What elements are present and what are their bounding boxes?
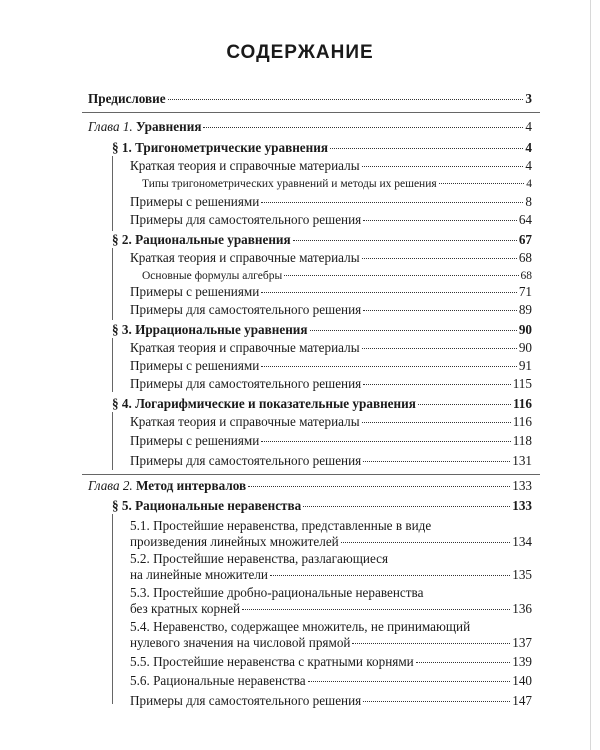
- toc-entry-5-3[interactable]: без кратных корней 136: [130, 601, 532, 616]
- toc-entry-section-4[interactable]: § 4. Логарифмические и показательные уравнения 116: [112, 396, 532, 411]
- toc-entry-5-1-line1[interactable]: 5.1. Простейшие неравенства, представленные в виде: [130, 518, 432, 533]
- toc-entry-s1-examples[interactable]: Примеры с решениями 8: [130, 194, 532, 209]
- toc-entry-preface[interactable]: [88, 91, 532, 107]
- toc-entry-s4-examples[interactable]: Примеры с решениями 118: [130, 433, 532, 448]
- toc-entry-5-1[interactable]: произведения линейных множителей 134: [130, 534, 532, 549]
- toc-entry-5-4-line1[interactable]: 5.4. Неравенство, содержащее множитель, не принимающий: [130, 619, 471, 634]
- leader-dots: [168, 99, 524, 100]
- toc-entry-section-5[interactable]: § 5. Рациональные неравенства 133: [112, 498, 532, 513]
- toc-entry-chapter-1[interactable]: [88, 119, 532, 135]
- toc-entry-section-3[interactable]: § 3. Иррациональные уравнения 90: [112, 322, 532, 337]
- toc-entry-section-1[interactable]: § 1. Тригонометрические уравнения 4: [112, 140, 532, 155]
- toc-entry-label: Предисловие: [88, 91, 166, 106]
- section-bracket: [112, 514, 113, 704]
- toc-entry-5-4[interactable]: нулевого значения на числовой прямой 137: [130, 635, 532, 650]
- toc-entry-s2-formulas[interactable]: Основные формулы алгебры 68: [142, 270, 532, 282]
- chapter-title: Метод интервалов: [136, 478, 247, 493]
- toc-entry-5-5[interactable]: 5.5. Простейшие неравенства с кратными корнями 139: [130, 654, 532, 669]
- section-bracket: [112, 412, 113, 470]
- page-title: СОДЕРЖАНИЕ: [226, 42, 374, 63]
- toc-entry-5-2[interactable]: на линейные множители 135: [130, 567, 532, 582]
- toc-page-number: 4: [525, 119, 532, 134]
- toc-entry-section-2[interactable]: § 2. Рациональные уравнения 67: [112, 232, 532, 247]
- chapter-title: Уравнения: [136, 119, 202, 134]
- toc-entry-s2-theory[interactable]: Краткая теория и справочные материалы 68: [130, 250, 532, 265]
- toc-entry-s3-examples[interactable]: Примеры с решениями 91: [130, 358, 532, 373]
- toc-entry-s3-self[interactable]: Примеры для самостоятельного решения 115: [130, 376, 532, 391]
- chapter-divider: [82, 112, 540, 113]
- toc-entry-s5-self[interactable]: Примеры для самостоятельного решения 147: [130, 693, 532, 708]
- section-bracket: [112, 156, 113, 231]
- toc-entry-s4-self[interactable]: Примеры для самостоятельного решения 131: [130, 453, 532, 468]
- chapter-prefix: Глава 1.: [88, 119, 133, 134]
- toc-entry-s4-theory[interactable]: Краткая теория и справочные материалы 116: [130, 414, 532, 429]
- toc-entry-s1-types[interactable]: Типы тригонометрических уравнений и методы их решения 4: [142, 178, 532, 190]
- toc-entry-5-6[interactable]: 5.6. Рациональные неравенства 140: [130, 673, 532, 688]
- toc-entry-s3-theory[interactable]: Краткая теория и справочные материалы 90: [130, 340, 532, 355]
- toc-entry-s2-examples[interactable]: Примеры с решениями 71: [130, 284, 532, 299]
- toc-entry-s1-self[interactable]: Примеры для самостоятельного решения 64: [130, 212, 532, 227]
- toc-entry-s2-self[interactable]: Примеры для самостоятельного решения 89: [130, 302, 532, 317]
- section-bracket: [112, 248, 113, 320]
- section-bracket: [112, 338, 113, 392]
- toc-entry-5-2-line1[interactable]: 5.2. Простейшие неравенства, разлагающиеся: [130, 551, 389, 566]
- chapter-divider: [82, 474, 540, 475]
- chapter-prefix: Глава 2.: [88, 478, 133, 493]
- toc-entry-s1-theory[interactable]: Краткая теория и справочные материалы 4: [130, 158, 532, 173]
- toc-entry-chapter-2[interactable]: Глава 2. Метод интервалов 133: [88, 478, 532, 493]
- toc-entry-5-3-line1[interactable]: 5.3. Простейшие дробно-рациональные неравенства: [130, 585, 424, 600]
- toc-page-number: 3: [525, 91, 532, 106]
- leader-dots: [203, 127, 523, 128]
